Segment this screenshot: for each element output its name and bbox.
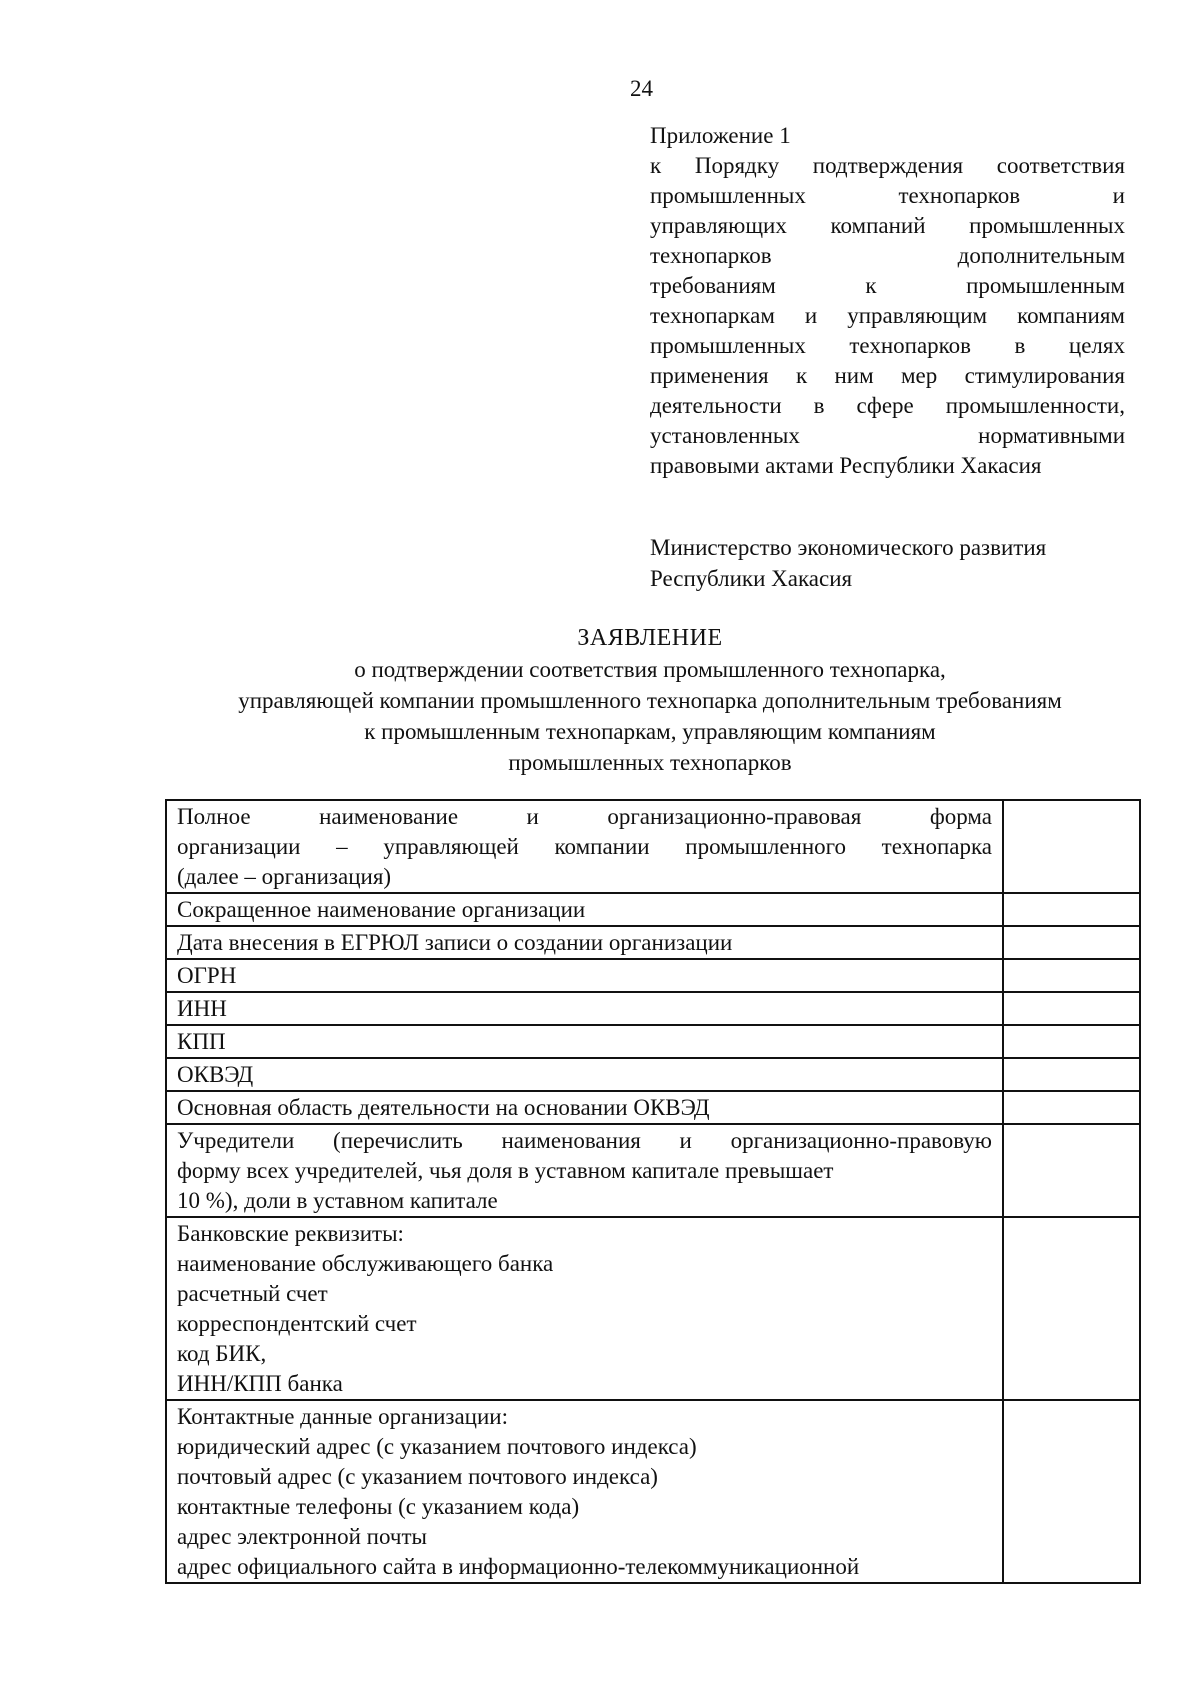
title-line: управляющей компании промышленного технопарка дополнительным требованиям	[238, 688, 1062, 713]
table-row	[166, 800, 1140, 893]
label-line: организации – управляющей компании промышленного технопарка	[177, 834, 992, 859]
field-value-cell[interactable]	[1003, 1025, 1140, 1058]
label-line: Сокращенное наименование организации	[177, 897, 586, 922]
field-value-cell[interactable]	[1003, 926, 1140, 959]
field-value-cell[interactable]	[1003, 1217, 1140, 1400]
label-line: форму всех учредителей, чья доля в уставном капитале превышает	[177, 1158, 834, 1183]
label-line: юридический адрес (с указанием почтового индекса)	[177, 1434, 697, 1459]
label-line: Учредители (перечислить наименования и организационно-правовую	[177, 1128, 992, 1153]
field-value-cell[interactable]	[1003, 1091, 1140, 1124]
table-row	[166, 1124, 1140, 1217]
appendix-line: технопаркам и управляющим компаниям	[650, 303, 1125, 328]
appendix-line: промышленных технопарков в целях	[650, 333, 1125, 358]
label-line: корреспондентский счет	[177, 1311, 417, 1336]
field-value-cell[interactable]	[1003, 1124, 1140, 1217]
appendix-line: требованиям к промышленным	[650, 273, 1125, 298]
label-line: КПП	[177, 1029, 226, 1054]
title-heading: ЗАЯВЛЕНИЕ	[577, 625, 723, 651]
label-line: Дата внесения в ЕГРЮЛ записи о создании организации	[177, 930, 733, 955]
table-row	[166, 1058, 1140, 1091]
field-label	[166, 926, 1003, 959]
field-label	[166, 1091, 1003, 1124]
label-line: контактные телефоны (с указанием кода)	[177, 1494, 580, 1519]
label-line: ОГРН	[177, 963, 237, 988]
table-row	[166, 893, 1140, 926]
table-row	[166, 1400, 1140, 1583]
appendix-line: применения к ним мер стимулирования	[650, 363, 1125, 388]
field-label	[166, 992, 1003, 1025]
application-form-table	[165, 799, 1141, 1584]
label-line: адрес официального сайта в информационно-телекоммуникационной	[177, 1554, 860, 1579]
appendix-line: деятельности в сфере промышленности,	[650, 393, 1125, 418]
label-line: 10 %), доли в уставном капитале	[177, 1188, 498, 1213]
title-line: о подтверждении соответствия промышленного технопарка,	[354, 657, 946, 682]
appendix-line: технопарков дополнительным	[650, 243, 1125, 268]
label-line: ИНН/КПП банка	[177, 1371, 343, 1396]
appendix-line: Приложение 1	[650, 123, 791, 148]
table-row	[166, 992, 1140, 1025]
table-row	[166, 1217, 1140, 1400]
label-line: почтовый адрес (с указанием почтового индекса)	[177, 1464, 658, 1489]
field-value-cell[interactable]	[1003, 893, 1140, 926]
table-row	[166, 1025, 1140, 1058]
appendix-line: правовыми актами Республики Хакасия	[650, 453, 1042, 478]
label-line: Основная область деятельности на основании ОКВЭД	[177, 1095, 710, 1120]
appendix-line: к Порядку подтверждения соответствия	[650, 153, 1125, 178]
document-title	[100, 623, 1200, 778]
field-label	[166, 800, 1003, 893]
table-row	[166, 959, 1140, 992]
label-line: ИНН	[177, 996, 227, 1021]
field-label	[166, 959, 1003, 992]
field-label	[166, 1058, 1003, 1091]
table-row	[166, 926, 1140, 959]
label-line: код БИК,	[177, 1341, 267, 1366]
appendix-line: установленных нормативными	[650, 423, 1125, 448]
addressee-line: Министерство экономического развития	[650, 535, 1047, 560]
label-line: Полное наименование и организационно-правовая форма	[177, 804, 992, 829]
field-label	[166, 1025, 1003, 1058]
appendix-line: управляющих компаний промышленных	[650, 213, 1125, 238]
label-line: наименование обслуживающего банка	[177, 1251, 554, 1276]
field-value-cell[interactable]	[1003, 992, 1140, 1025]
label-line: адрес электронной почты	[177, 1524, 427, 1549]
label-line: (далее – организация)	[177, 864, 392, 889]
label-line: Банковские реквизиты:	[177, 1221, 404, 1246]
field-label	[166, 1124, 1003, 1217]
label-line: Контактные данные организации:	[177, 1404, 508, 1429]
appendix-line: промышленных технопарков и	[650, 183, 1125, 208]
table-row	[166, 1091, 1140, 1124]
page-number: 24	[630, 76, 653, 101]
field-value-cell[interactable]	[1003, 1058, 1140, 1091]
field-value-cell[interactable]	[1003, 959, 1140, 992]
field-label	[166, 1400, 1003, 1583]
field-value-cell[interactable]	[1003, 1400, 1140, 1583]
label-line: ОКВЭД	[177, 1062, 254, 1087]
title-line: промышленных технопарков	[508, 750, 792, 775]
addressee	[650, 532, 1130, 594]
field-label	[166, 1217, 1003, 1400]
appendix-block	[650, 121, 1125, 481]
addressee-line: Республики Хакасия	[650, 566, 853, 591]
label-line: расчетный счет	[177, 1281, 328, 1306]
title-line: к промышленным технопаркам, управляющим компаниям	[364, 719, 936, 744]
field-value-cell[interactable]	[1003, 800, 1140, 893]
field-label	[166, 893, 1003, 926]
